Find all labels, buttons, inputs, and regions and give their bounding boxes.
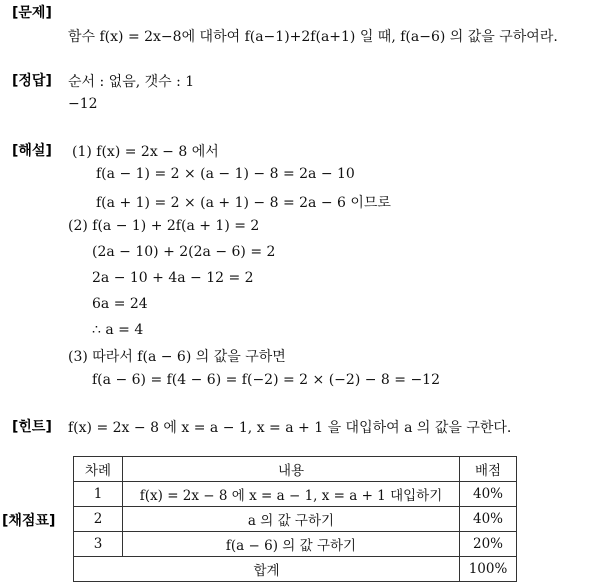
rubric-total-score: 100% <box>460 557 517 582</box>
problem-text: 함수 f(x) = 2x−8에 대하여 f(a−1)+2f(a+1) 일 때, f(a−6) 의 값을 구하여라. <box>68 29 558 45</box>
rubric-no: 3 <box>74 532 123 557</box>
rubric-total-row <box>74 557 517 582</box>
solution-line: 6a = 24 <box>92 296 148 312</box>
answer-label: [정답] <box>12 73 52 89</box>
table-row <box>74 532 517 557</box>
solution-label: [해설] <box>12 143 52 159</box>
solution-line: (1) f(x) = 2x − 8 에서 <box>72 144 219 160</box>
hint-label: [힌트] <box>12 419 52 435</box>
solution-line: f(a + 1) = 2 × (a + 1) − 8 = 2a − 6 이므로 <box>96 195 391 211</box>
rubric-header-score: 배점 <box>460 457 517 482</box>
solution-line: f(a − 1) = 2 × (a − 1) − 8 = 2a − 10 <box>96 166 355 182</box>
rubric-content: f(a − 6) 의 값 구하기 <box>123 532 460 557</box>
rubric-score: 40% <box>460 507 517 532</box>
table-row <box>74 482 517 507</box>
solution-line: 2a − 10 + 4a − 12 = 2 <box>92 270 254 286</box>
rubric-no: 1 <box>74 482 123 507</box>
rubric-no: 2 <box>74 507 123 532</box>
rubric-label: [채점표] <box>2 513 56 529</box>
rubric-total-label: 합계 <box>74 557 460 582</box>
rubric-score: 20% <box>460 532 517 557</box>
table-row <box>74 507 517 532</box>
solution-line: f(a − 6) = f(4 − 6) = f(−2) = 2 × (−2) − 8 = −12 <box>92 372 440 388</box>
rubric-content: a 의 값 구하기 <box>123 507 460 532</box>
rubric-header-content: 내용 <box>123 457 460 482</box>
rubric-header-no: 차례 <box>74 457 123 482</box>
solution-line: (2a − 10) + 2(2a − 6) = 2 <box>92 244 276 260</box>
solution-line: ∴ a = 4 <box>92 322 144 338</box>
problem-label: [문제] <box>12 5 52 21</box>
solution-line: (2) f(a − 1) + 2f(a + 1) = 2 <box>68 218 260 234</box>
solution-line: (3) 따라서 f(a − 6) 의 값을 구하면 <box>68 349 286 365</box>
rubric-table <box>73 456 517 582</box>
hint-text: f(x) = 2x − 8 에 x = a − 1, x = a + 1 을 대입하여 a 의 값을 구한다. <box>68 420 512 436</box>
rubric-header-row <box>74 457 517 482</box>
rubric-content: f(x) = 2x − 8 에 x = a − 1, x = a + 1 대입하기 <box>123 482 460 507</box>
answer-meta: 순서 : 없음, 갯수 : 1 <box>68 74 195 90</box>
answer-value: −12 <box>68 96 98 112</box>
rubric-score: 40% <box>460 482 517 507</box>
